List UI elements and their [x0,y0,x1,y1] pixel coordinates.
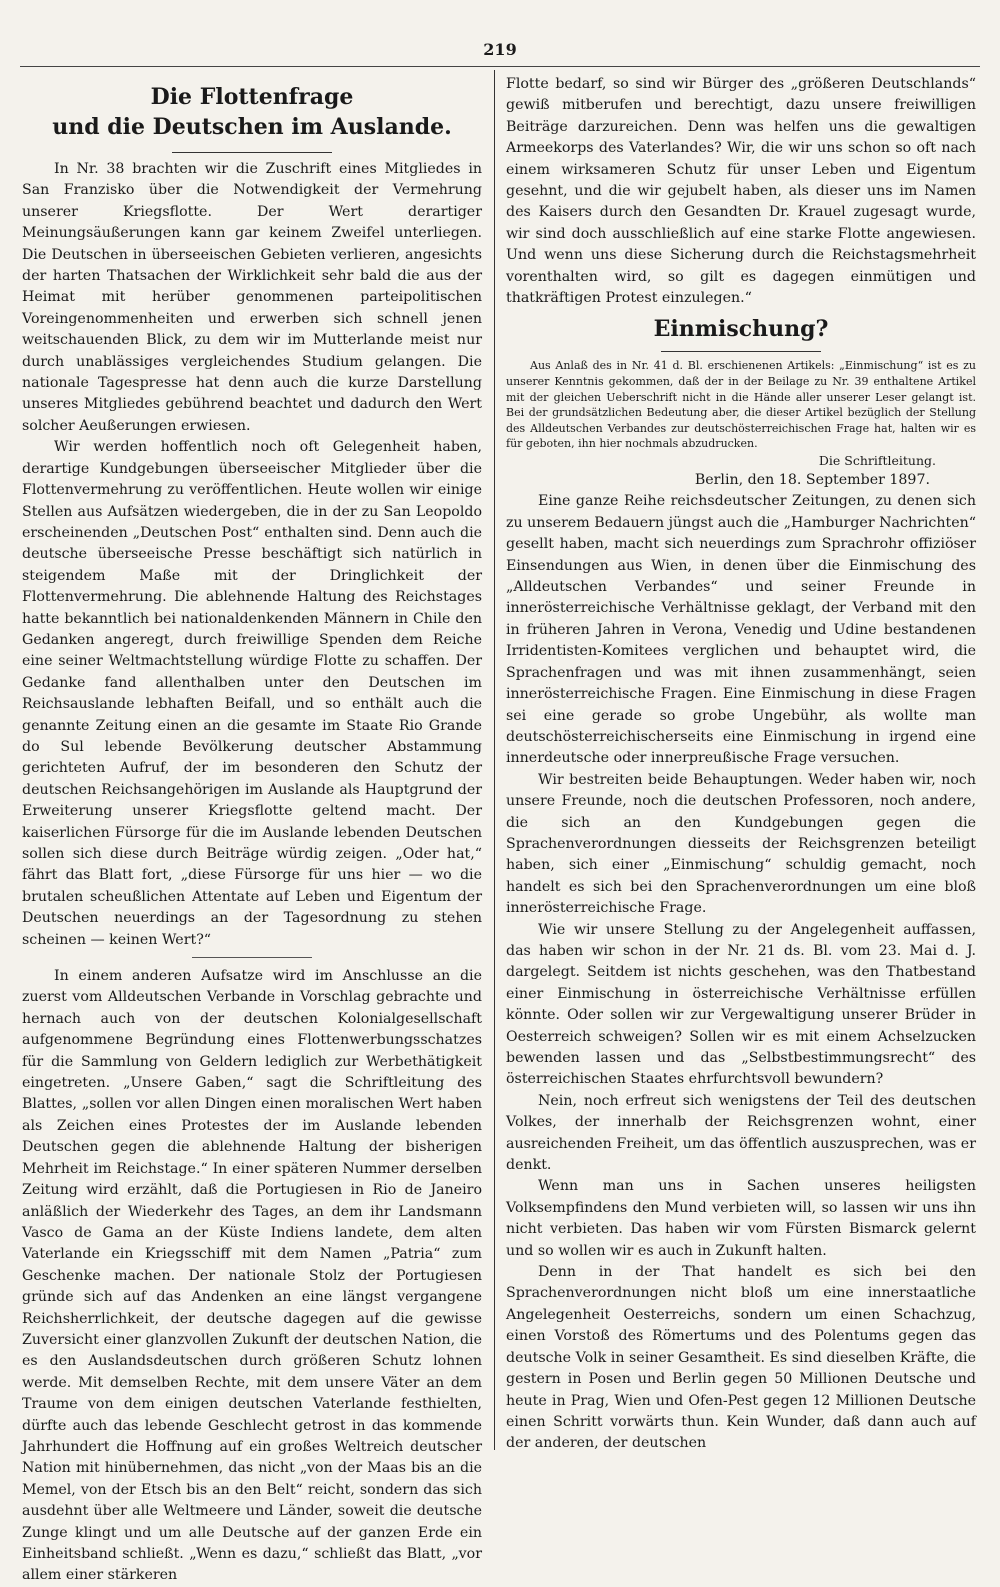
paragraph: Wir bestreiten beide Behauptungen. Weder haben wir, noch unsere Freunde, noch die deutschen Professoren, noch andere, die sich an den Kundgebungen gegen die Sprachenverordnungen diesseits der Reichsgrenzen beteiligt haben, sich einer „Einmischung“ schuldig gemacht, noch handelt es sich bei den Sprachenverordnungen um eine bloß innerösterreichische Frage. [506,771,976,917]
title-rule [172,152,332,153]
section-rule [192,957,312,958]
page-number: 219 [483,40,517,59]
title-line-1: Die Flottenfrage [150,84,354,110]
paragraph: Wenn man uns in Sachen unseres heiligsten Volksempfindens den Mund verbieten will, so lassen wir uns ihn nicht verbieten. Das haben wir vom Fürsten Bismarck gelernt und so wollen wir es auch in Zukunft halten. [506,1178,976,1259]
title-line-2: und die Deutschen im Auslande. [52,114,452,140]
signature: Die Schriftleitung. [818,453,936,469]
right-column [506,74,976,1464]
paragraph-continuation: Flotte bedarf, so sind wir Bürger des „größeren Deutschlands“ gewiß mitberufen und berechtigt, dazu unsere freiwilligen Beiträge darzureichen. Denn was helfen uns die gewaltigen Armeekorps des Vaterlandes? Wir, die wir uns schon so oft nach einem wirksameren Schutz für unser Leben und Eigentum gesehnt, und die wir gejubelt haben, als dieser uns im Namen des Kaisers durch den Gesandten Dr. Krauel zugesagt wurde, wir sind doch ausschließlich auf eine starke Flotte angewiesen. Und wenn uns diese Sicherung durch die Reichstagsmehrheit vorenthalten wird, so gilt es dagegen einmütigen und thatkräftigen Protest einzulegen.“ [506,76,976,307]
article-title-flottenfrage [22,82,482,142]
editor-note: Aus Anlaß des in Nr. 41 d. Bl. erschienenen Artikels: „Einmischung“ ist es zu unserer Kenntnis gekommen, daß der in der Beilage zu Nr. 39 enthaltene Artikel mit der gleichen Ueberschrift nicht in die Hände aller unserer Leser gelangt ist. Bei der grundsätzlichen Bedeutung aber, die dieser Artikel bezüglich der Stellung des Alldeutschen Verbandes zur deutschösterreichischen Frage hat, halten wir es für geboten, ihn hier nochmals abzudrucken. [506,359,976,451]
paragraph: Wir werden hoffentlich noch oft Gelegenheit haben, derartige Kundgebungen überseeischer Mitglieder über die Flottenvermehrung zu veröffentlichen. Heute wollen wir einige Stellen aus Aufsätzen wiedergeben, die in der zu San Leopoldo erscheinenden „Deutschen Post“ enthalten sind. Denn auch die deutsche überseeische Presse beschäftigt sich natürlich in steigendem Maße mit der Dringlichkeit der Flottenvermehrung. Die ablehnende Haltung des Reichstages hatte bekanntlich bei nationaldenkenden Männern in Chile den Gedanken angeregt, durch freiwillige Spenden dem Reiche eine seiner Weltmachtstellung würdige Flotte zu schaffen. Der Gedanke fand allenthalben unter den Deutschen im Reichsauslande lebhaften Beifall, und so enthält auch die genannte Zeitung einen an die gesamte im Staate Rio Grande do Sul lebende Bevölkerung deutscher Abstammung gerichteten Aufruf, der im besonderen den Schutz der deutschen Reichsangehörigen im Auslande als Hauptgrund der Erweiterung unserer Kriegsflotte geltend macht. Der kaiserlichen Fürsorge für die im Auslande lebenden Deutschen sollen sich diese durch Beiträge würdig zeigen. „Oder hat,“ fährt das Blatt fort, „diese Fürsorge für uns hier — wo die brutalen scheußlichen Attentate auf Leben und Eigentum der Deutschen neuerdings an der Tagesordnung zu stehen scheinen — keinen Wert?“ [22,439,482,948]
dateline: Berlin, den 18. September 1897. [694,472,930,489]
paragraph: In Nr. 38 brachten wir die Zuschrift eines Mitgliedes in San Franzisko über die Notwendigkeit der Vermehrung unserer Kriegsflotte. Der Wert derartiger Meinungsäußerungen kann gar keinem Zweifel unterliegen. Die Deutschen in überseeischen Gebieten verlieren, angesichts der harten Thatsachen der Wirklichkeit sehr bald die aus der Heimat mit herüber genommenen parteipolitischen Voreingenommenheiten und erwerben sich schnell jenen weitschauenden Blick, zu dem wir im Mutterlande meist nur durch unablässiges vergleichendes Studium gelangen. Die nationale Tagespresse hat denn auch die kurze Darstellung unseres Mitgliedes gebührend beachtet und dadurch den Wert solcher Aeußerungen erwiesen. [22,161,482,434]
paragraph: Wie wir unsere Stellung zu der Angelegenheit auffassen, das haben wir schon in der Nr. 21 ds. Bl. vom 23. Mai d. J. dargelegt. Seitdem ist nichts geschehen, was den Thatbestand einer Einmischung in österreichische Verhältnisse erfüllen könnte. Oder sollen wir zur Vergewaltigung unserer Brüder in Oesterreich schweigen? Sollen wir es mit einem Achselzucken bewenden lassen und das „Selbstbestimmungsrecht“ des österreichischen Staates ehrfurchtsvoll bewundern? [506,921,976,1088]
paragraph: Eine ganze Reihe reichsdeutscher Zeitungen, zu denen sich zu unserem Bedauern jüngst auch die „Hamburger Nachrichten“ gesellt haben, macht sich neuerdings zum Sprachrohr offiziöser Einsendungen aus Wien, in denen über die Einmischung des „Alldeutschen Verbandes“ und seiner Freunde in innerösterreichische Verhältnisse geklagt, der Verband mit den in früheren Jahren in Verona, Venedig und Udine bestandenen Irridentisten-Komitees verglichen und behauptet wird, die Sprachenfragen und was mit ihnen zusammenhängt, seien innerösterreichische Fragen. Eine Einmischung in diese Fragen sei eine gerade so grobe Ungebühr, als wollte man deutschösterreichischerseits eine Einmischung in irgend eine innerdeutsche oder innerpreußische Frage versuchen. [506,493,976,767]
paragraph: In einem anderen Aufsatze wird im Anschlusse an die zuerst vom Alldeutschen Verbande in Vorschlag gebrachte und hernach auch von der deutschen Kolonialgesellschaft aufgenommene Begründung eines Flottenwerbungsschatzes für die Sammlung von Geldern lediglich zur Werbethätigkeit eingetreten. „Unsere Gaben,“ sagt die Schriftleitung des Blattes, „sollen vor allen Dingen einen moralischen Wert haben als Zeichen eines Protestes der im Auslande lebenden Deutschen gegen die ablehnende Haltung der bisherigen Mehrheit im Reichstage.“ In einer späteren Nummer derselben Zeitung wird erzählt, daß die Portugiesen in Rio de Janeiro anläßlich der Wiederkehr des Tages, an dem ihr Landsmann Vasco de Gama an der Küste Indiens landete, dem alten Vaterlande ein Kriegsschiff mit dem Namen „Patria“ zum Geschenke machen. Der nationale Stolz der Portugiesen gründe sich auf das Andenken an eine längst vergangene Reichsherrlichkeit, der deutsche dagegen auf die gewisse Zuversicht einer glanzvollen Zukunft der deutschen Nation, die es den Auslandsdeutschen durch größeren Schutz lohnen werde. Mit demselben Rechte, mit dem unsere Väter an dem Traume von dem einigen deutschen Vaterlande festhielten, dürfte auch das lebende Geschlecht getrost in das kommende Jahrhundert die Hoffnung auf ein großes Weltreich deutscher Nation mit hinübernehmen, das nicht „von der Maas bis an die Memel, von der Etsch bis an den Belt“ reicht, sondern das sich ausdehnt über alle Weltmeere und Länder, soweit die deutsche Zunge klingt und um alle Deutsche auf der ganzen Erde ein Einheitsband schließt. „Wenn es dazu,“ schließt das Blatt, „vor allem einer stärkeren [22,968,482,1584]
top-rule [20,66,980,67]
paragraph: Denn in der That handelt es sich bei den Sprachenverordnungen nicht bloß um eine innerstaatliche Angelegenheit Oesterreichs, sondern um einen Schachzug, einen Vorstoß des Römertums und des Polentums gegen das deutsche Volk in seiner Gesamtheit. Es sind dieselben Kräfte, die gestern in Posen und Berlin gegen 50 Millionen Deutsche und heute in Prag, Wien und Ofen-Pest gegen 12 Millionen Deutsche einen Schritt vorwärts thun. Kein Wunder, daß dann auch auf der anderen, der deutschen [506,1264,976,1452]
paragraph: Nein, noch erfreut sich wenigstens der Teil des deutschen Volkes, der innerhalb der Reichsgrenzen wohnt, einer ausreichenden Freiheit, um das öffentlich auszusprechen, was er denkt. [506,1092,976,1174]
title-rule [661,351,821,352]
column-divider [494,70,495,1450]
article-title-einmischung: Einmischung? [653,316,829,343]
left-column [22,74,482,1584]
